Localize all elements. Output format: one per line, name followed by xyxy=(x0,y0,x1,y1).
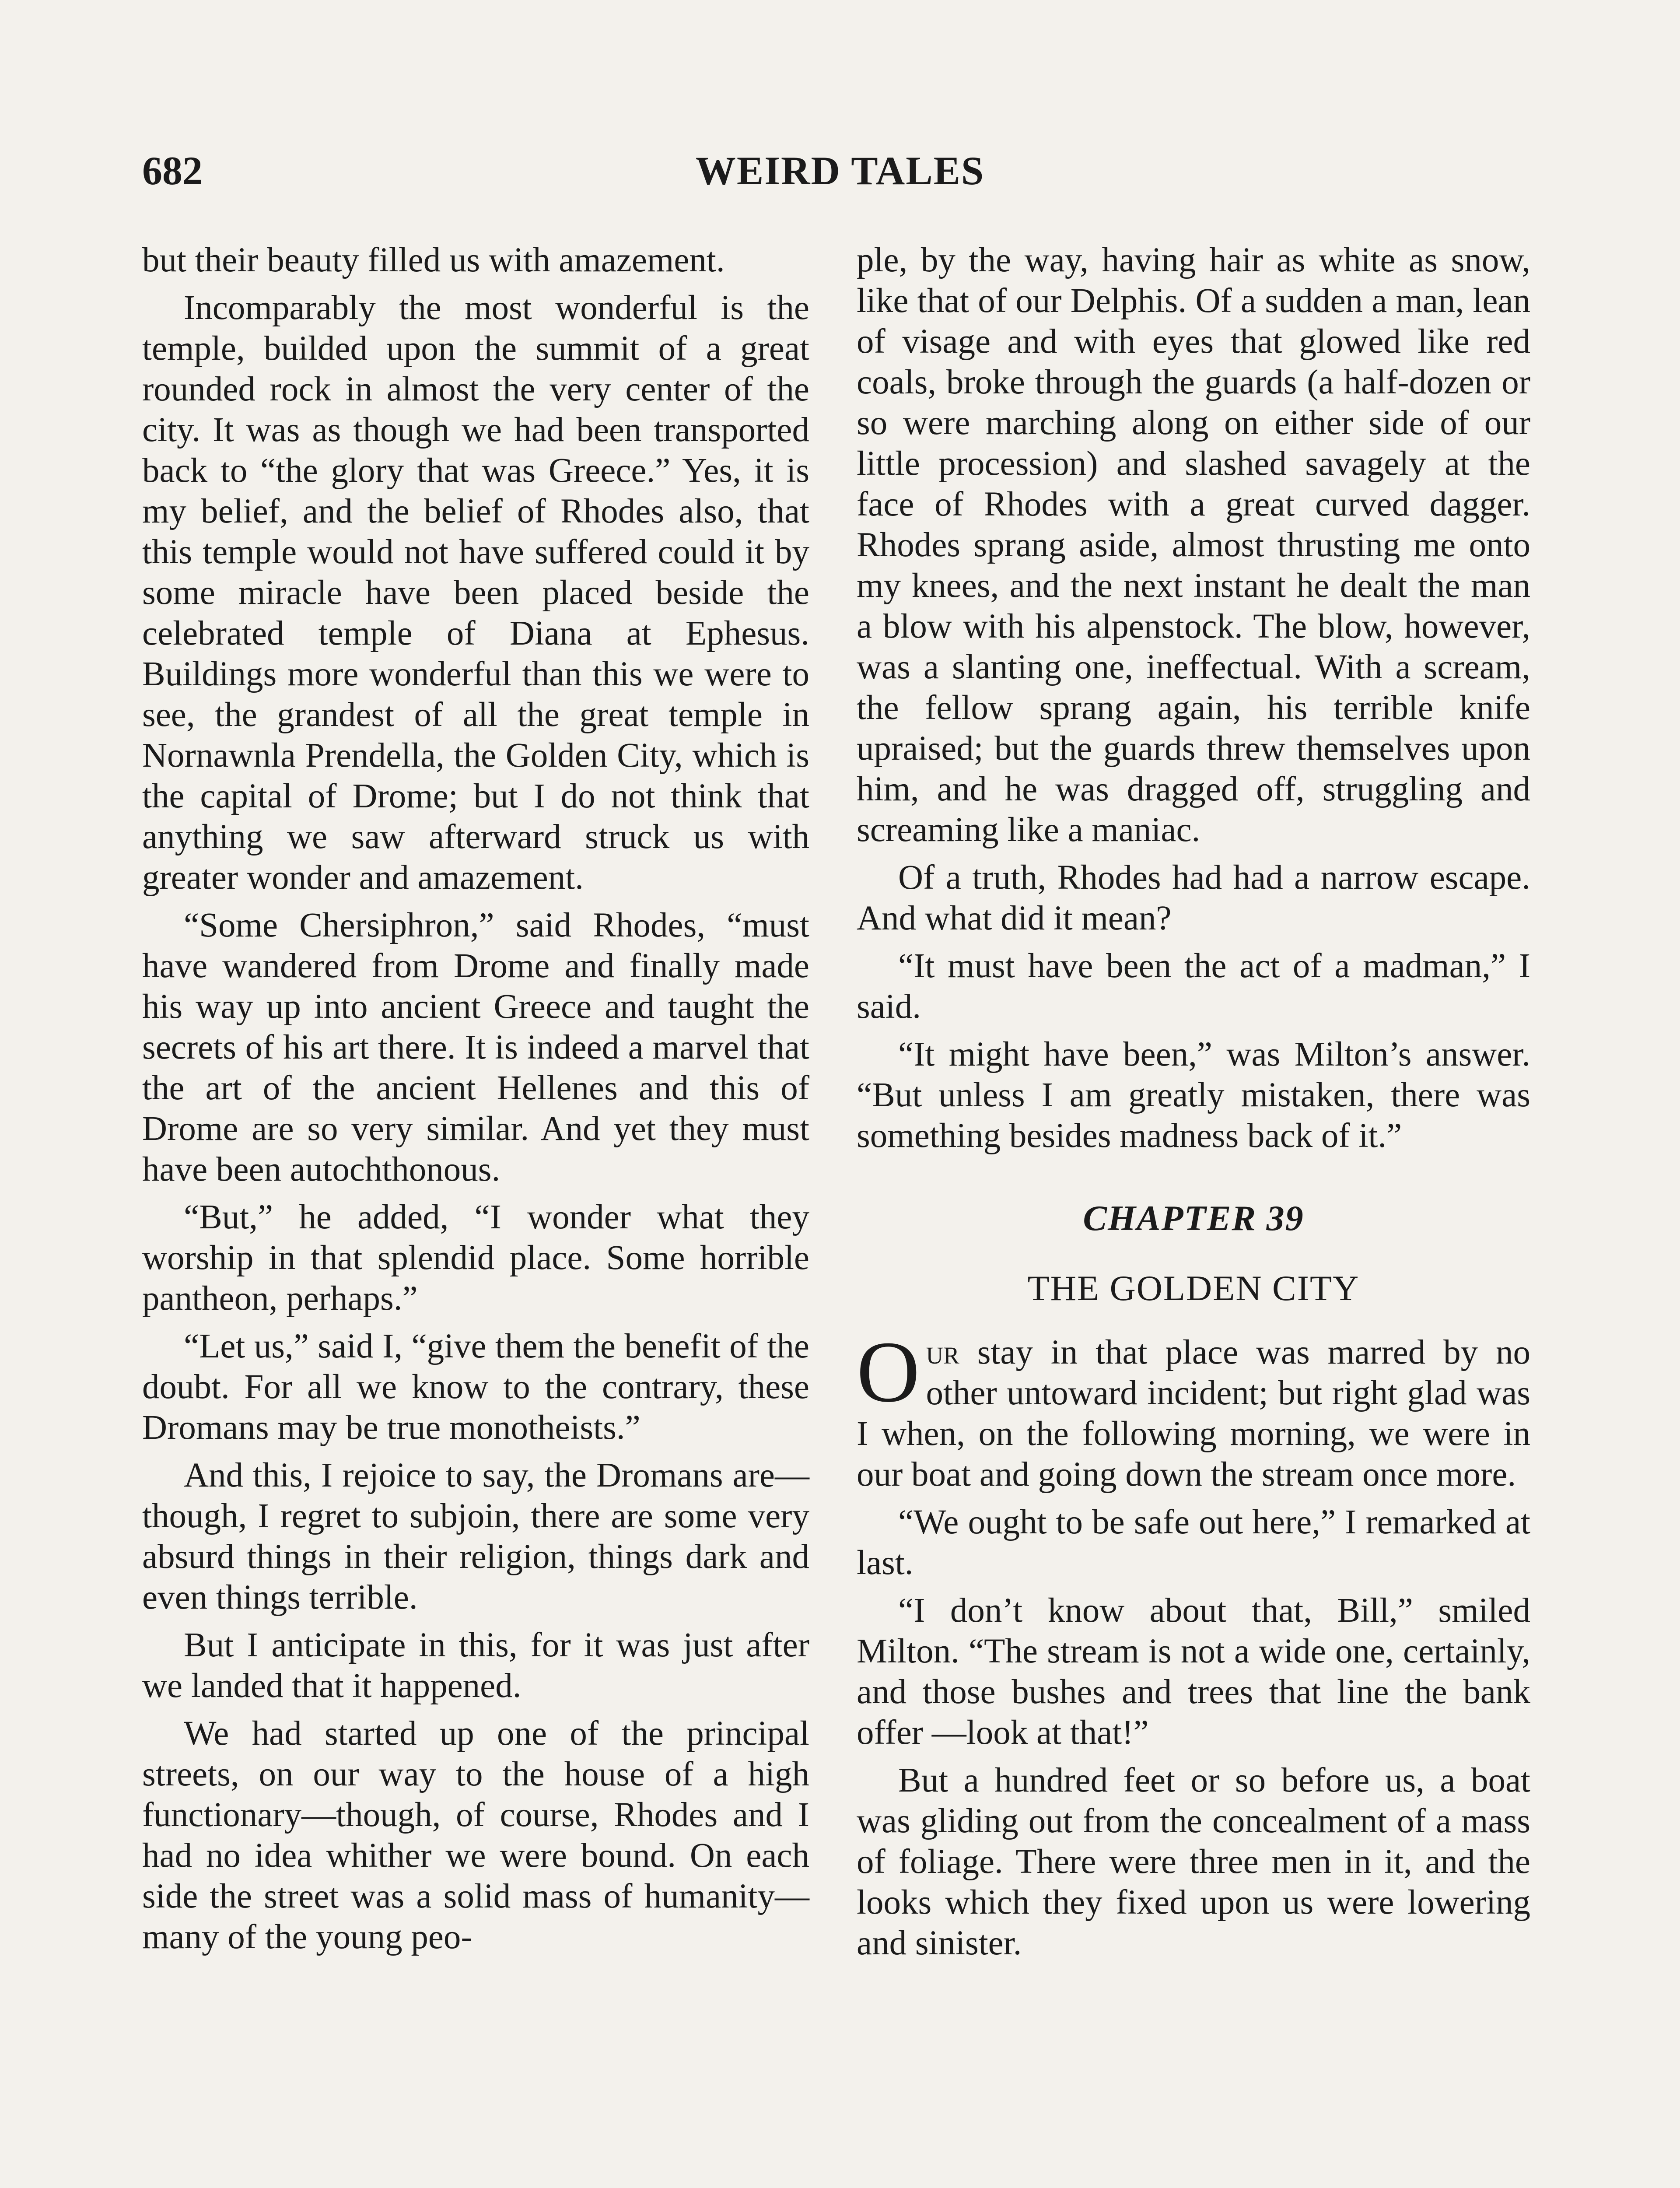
left-column xyxy=(142,240,809,1964)
page-number: 682 xyxy=(142,148,203,193)
paragraph: “Some Chersiphron,” said Rhodes, “must have wandered from Drome and finally made his way up into ancient Greece and taught the secrets of his art there. It is indeed a marvel that the art of the ancient Hellenes and this of Drome are so very similar. And yet they must have been autochthonous. xyxy=(142,906,809,1189)
paragraph: We had started up one of the principal streets, on our way to the house of a high functionary—though, of course, Rhodes and I had no idea whither we were bound. On each side the street was a solid mass of humanity—many of the young peo- xyxy=(142,1715,809,1956)
paragraph-text: stay in that place was marred by no other untoward incident; but right glad was I when, on the following morning, we were in our boat and going down the stream once more. xyxy=(857,1333,1531,1494)
drop-cap: O xyxy=(857,1324,920,1420)
drop-cap-continuation: ur xyxy=(926,1333,959,1371)
paragraph: And this, I rejoice to say, the Dromans are—though, I regret to subjoin, there are some very absurd things in their religion, things dark and even things terrible. xyxy=(142,1456,809,1616)
running-title: WEIRD TALES xyxy=(695,148,985,193)
paragraph: “We ought to be safe out here,” I remarked at last. xyxy=(857,1503,1530,1582)
paragraph: ple, by the way, having hair as white as snow, like that of our Delphis. Of a sudden a man, lean of visage and with eyes that glowed like red coals, broke through the guards (a half-dozen or so were marching along on either side of our little procession) and slashed savagely at the face of Rhodes with a great curved dagger. Rhodes sprang aside, almost thrusting me onto my knees, and the next instant he dealt the man a blow with his alpenstock. The blow, however, was a slanting one, ineffectual. With a scream, the fellow sprang again, his terrible knife upraised; but the guards threw themselves upon him, and he was dragged off, struggling and screaming like a maniac. xyxy=(857,241,1530,849)
paragraph: But a hundred feet or so before us, a boat was gliding out from the concealment of a mass of foliage. There were three men in it, and the looks which they fixed upon us were lowering and sinister. xyxy=(857,1761,1530,1962)
right-column xyxy=(857,240,1530,1971)
chapter-opening-paragraph xyxy=(857,1324,1531,1495)
paragraph: Incomparably the most wonderful is the temple, builded upon the summit of a great rounded rock in almost the very center of the city. It was as though we had been transported back to “the glory that was Greece.” Yes, it is my belief, and the belief of Rhodes also, that this temple would not have suffered could it by some miracle have been placed beside the celebrated temple of Diana at Ephesus. Buildings more wonderful than this we were to see, the grandest of all the great temple in Nornawnla Prendella, the Golden City, which is the capital of Drome; but I do not think that anything we saw afterward struck us with greater wonder and amazement. xyxy=(142,289,809,897)
paragraph: Of a truth, Rhodes had had a narrow escape. And what did it mean? xyxy=(857,859,1530,937)
chapter-title: THE GOLDEN CITY xyxy=(1027,1268,1360,1308)
paragraph: “But,” he added, “I wonder what they worship in that splendid place. Some horrible pantheon, perhaps.” xyxy=(142,1198,809,1318)
page-header xyxy=(142,144,1538,197)
paragraph: “I don’t know about that, Bill,” smiled Milton. “The stream is not a wide one, certainly, and those bushes and trees that line the bank offer —look at that!” xyxy=(857,1592,1530,1752)
paragraph: “It must have been the act of a madman,” I said. xyxy=(857,947,1530,1026)
paragraph: “Let us,” said I, “give them the benefit of the doubt. For all we know to the contrary, these Dromans may be true monotheists.” xyxy=(142,1327,809,1447)
paragraph: but their beauty filled us with amazement. xyxy=(142,241,725,279)
paragraph: But I anticipate in this, for it was just after we landed that it happened. xyxy=(142,1626,809,1705)
chapter-heading: CHAPTER 39 xyxy=(1083,1198,1304,1238)
paragraph: “It might have been,” was Milton’s answer. “But unless I am greatly mistaken, there was something besides madness back of it.” xyxy=(857,1035,1530,1155)
